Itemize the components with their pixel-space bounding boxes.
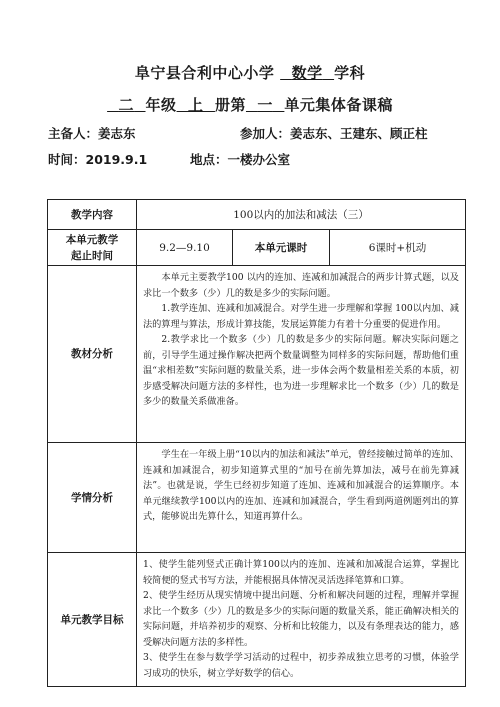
row-textbook (48, 266, 466, 443)
volume-suffix: 册第 (214, 96, 246, 114)
hours-label: 本单元课时 (233, 230, 330, 266)
unit-value: 一 (257, 96, 273, 114)
school-name: 阜宁县合利中心小学 (134, 64, 275, 82)
meeting-place: 地点：一楼办公室 (190, 152, 291, 167)
lead-preparer: 主备人：姜志东 (48, 126, 136, 141)
student-analysis (137, 443, 466, 553)
time-value: 2019.9.1 (85, 152, 148, 167)
period-label: 本单元教学 起止时间 (48, 230, 137, 266)
goals-label: 单元教学目标 (48, 553, 137, 687)
grade-value: 二 (118, 96, 135, 114)
row-student (48, 443, 466, 553)
period-value: 9.2—9.10 (137, 230, 233, 266)
paragraph: 3、使学生在参与数学学习活动的过程中，初步养成独立思考的习惯，体验学习成功的快乐，树立学好数学的信心。 (143, 652, 459, 679)
doc-type: 单元集体备课稿 (284, 96, 393, 114)
student-label: 学情分析 (48, 443, 137, 553)
subject-suffix: 学科 (334, 64, 366, 82)
paragraph: 1、使学生能列竖式正确计算100以内的连加、连减和加减混合运算，掌握比较简便的竖式书写方法，并能根据具体情况灵活选择笔算和口算。 (143, 559, 459, 586)
unit-goals (137, 553, 466, 687)
paragraph: 本单元主要教学100 以内的连加、连减和加减混合的两步计算式题，以及求比一个数多（少）几的数是多少的实际问题。 (143, 272, 459, 299)
paragraph: 学生在一年级上册“10以内的加法和减法”单元，曾经接触过简单的连加、连减和加减混合，初步知道算式里的“加号在前先算加法，减号在前先算减法”。也就是说，学生已经初步知道了连加、连减和加减混合的运算顺序。本单元继续教学100以内的连加、连减和加减混合，学生看到两道例题列出的算式，能够说出先算什么，知道再算什么。 (143, 449, 459, 522)
content-value: 100以内的加法和减法（三） (137, 200, 466, 230)
grade-suffix: 年级 (145, 96, 177, 114)
volume-value: 上 (187, 96, 204, 114)
paragraph: 2、使学生经历从现实情境中提出问题、分析和解决问题的过程，理解并掌握求比一个数多（少）几的数是多少的实际问题的数量关系，能正确解决相关的实际问题，并培养初步的观察、分析和比较能力，以及有条理表达的能力，感受解决问题方法的多样性。 (143, 590, 459, 648)
row-content (48, 200, 466, 230)
document-title (0, 62, 500, 83)
textbook-label: 教材分析 (48, 266, 137, 443)
hours-value: 6课时+机动 (330, 230, 466, 266)
paragraph: 2.教学求比一个数多（少）几的数是多少的实际问题。解决实际问题之前，引导学生通过操作解决把两个数量调整为同样多的实际问题，帮助他们重温“求相差数”实际问题的数量关系，进一步体会两个数量相差关系的本质，初步感受解决问题方法的多样性，也为进一步理解求比一个数多（少）几的数是多少的数量关系做准备。 (143, 334, 459, 407)
row-period (48, 230, 466, 266)
meeting-time: 时间：2019.9.1 (48, 152, 148, 167)
paragraph: 1.教学连加、连减和加减混合。对学生进一步理解和掌握 100以内加、减法的算理与算法，形成计算技能，发展运算能力有着十分重要的促进作用。 (143, 303, 459, 330)
place-value: 一楼办公室 (227, 152, 291, 167)
textbook-analysis (137, 266, 466, 443)
document-subtitle (0, 94, 500, 115)
content-label: 教学内容 (48, 200, 137, 230)
participants: 参加人：姜志东、王建东、顾正柱 (240, 126, 428, 141)
lesson-plan-table (47, 199, 466, 687)
lead-name: 姜志东 (98, 126, 136, 141)
participants-names: 姜志东、王建东、顾正柱 (290, 126, 428, 141)
subject-name: 数学 (291, 64, 323, 82)
row-goals (48, 553, 466, 687)
